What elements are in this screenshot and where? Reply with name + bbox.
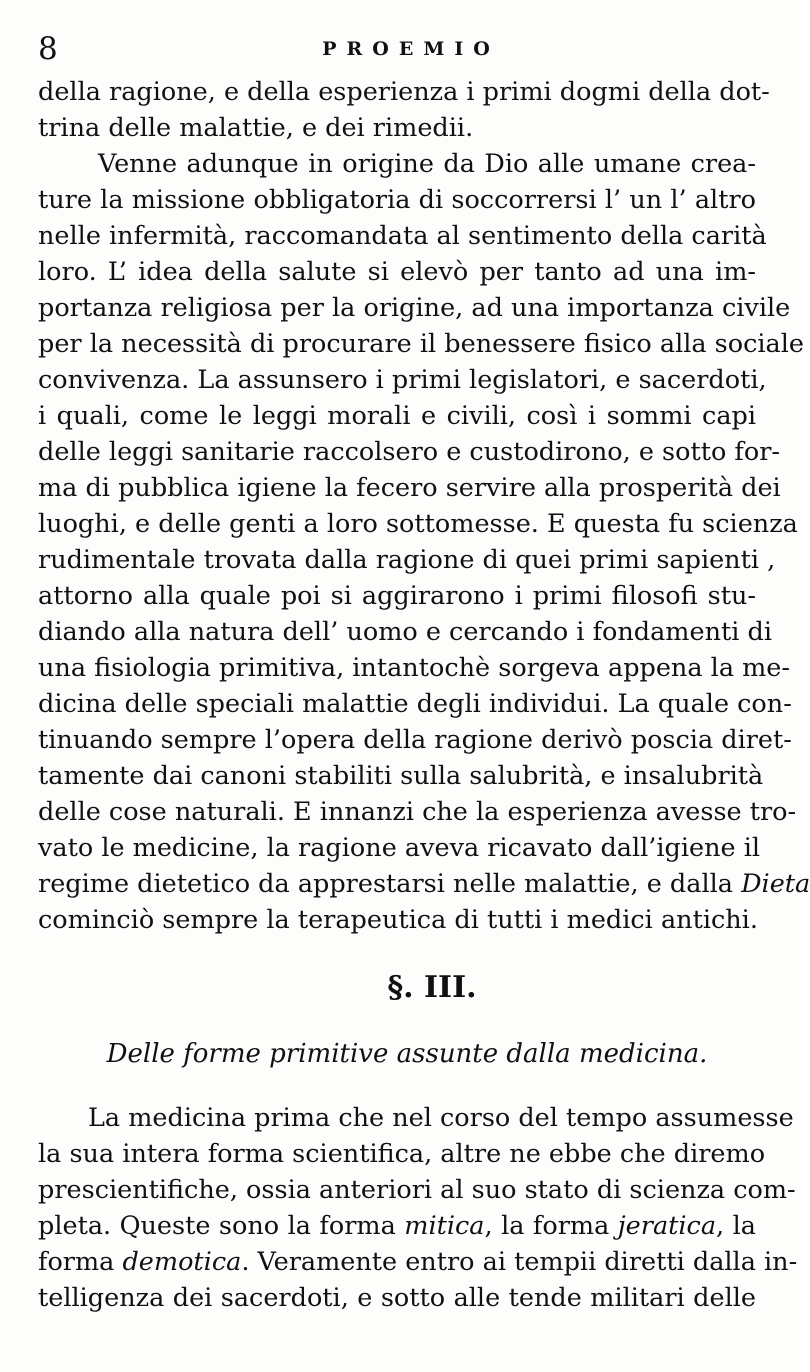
section-number: §. III. (387, 970, 477, 1005)
text-line: una fisiologia primitiva, intantochè sorgeva appena la me- (38, 653, 791, 683)
text-line: rudimentale trovata dalla ragione di quei primi sapienti , (38, 545, 776, 575)
text-line: trina delle malattie, e dei rimedii. (38, 113, 474, 143)
text-line: vato le medicine, la ragione aveva ricavato dall’igiene il (38, 833, 761, 863)
italic-term: jeratica (617, 1211, 717, 1241)
section-title: Delle forme primitive assunte dalla medicina. (106, 1039, 708, 1069)
text-line: convivenza. La assunsero i primi legislatori, e sacerdoti, (38, 365, 767, 395)
text-line: dicina delle speciali malattie degli individui. La quale con- (38, 689, 792, 719)
text-line: i quali, come le leggi morali e civili, così i sommi capi (38, 401, 756, 431)
text-line (38, 1208, 756, 1244)
text-line: portanza religiosa per la origine, ad una importanza civile (38, 293, 791, 323)
paragraph-forms (38, 1100, 798, 1316)
body-text (38, 74, 810, 1316)
text-line: La medicina prima che nel corso del tempo assumesse (88, 1103, 794, 1133)
running-title: PROEMIO (322, 38, 500, 60)
text-line (38, 866, 810, 902)
text-run: pleta. Queste sono la forma (38, 1211, 405, 1241)
paragraph-continued (38, 74, 770, 146)
text-line: luoghi, e delle genti a loro sottomesse. E questa fu scienza (38, 509, 798, 539)
text-line: delle leggi sanitarie raccolsero e custodirono, e sotto for- (38, 437, 781, 467)
text-line: per la necessità di procurare il benessere fisico alla sociale (38, 329, 805, 359)
text-line: attorno alla quale poi si aggirarono i primi filosofi stu- (38, 581, 756, 611)
paragraph-origin (38, 146, 810, 938)
text-run: forma (38, 1247, 123, 1277)
text-line: loro. L’ idea della salute si elevò per tanto ad una im- (38, 257, 756, 287)
text-line: delle cose naturali. E innanzi che la esperienza avesse tro- (38, 797, 797, 827)
text-run: . Veramente entro ai tempii diretti dalla in- (241, 1247, 798, 1277)
text-line: ture la missione obbligatoria di soccorrersi l’ un l’ altro (38, 185, 756, 215)
text-line: Venne adunque in origine da Dio alle umane crea- (98, 149, 756, 179)
italic-term: Dieta (741, 869, 810, 899)
running-head (38, 28, 756, 68)
text-line: diando alla natura dell’ uomo e cercando i fondamenti di (38, 617, 772, 647)
text-line (38, 1244, 798, 1280)
page-number: 8 (38, 31, 58, 67)
text-line: nelle infermità, raccomandata al sentimento della carità (38, 221, 767, 251)
text-line: la sua intera forma scientifica, altre ne ebbe che diremo (38, 1139, 766, 1169)
text-run: regime dietetico da apprestarsi nelle malattie, e dalla (38, 869, 742, 899)
text-line: cominciò sempre la terapeutica di tutti i medici antichi. (38, 905, 758, 935)
italic-term: mitica (404, 1211, 485, 1241)
italic-term: demotica (122, 1247, 242, 1277)
text-line: ma di pubblica igiene la fecero servire alla prosperità dei (38, 473, 781, 503)
text-line: tinuando sempre l’opera della ragione derivò poscia diret- (38, 725, 792, 755)
text-line: tamente dai canoni stabiliti sulla salubrità, e insalubrità (38, 761, 764, 791)
text-line: prescientifiche, ossia anteriori al suo stato di scienza com- (38, 1175, 796, 1205)
text-run: , la forma (484, 1211, 618, 1241)
text-line: telligenza dei sacerdoti, e sotto alle tende militari delle (38, 1283, 756, 1313)
text-line: della ragione, e della esperienza i primi dogmi della dot- (38, 77, 770, 107)
text-run: , la (716, 1211, 756, 1241)
